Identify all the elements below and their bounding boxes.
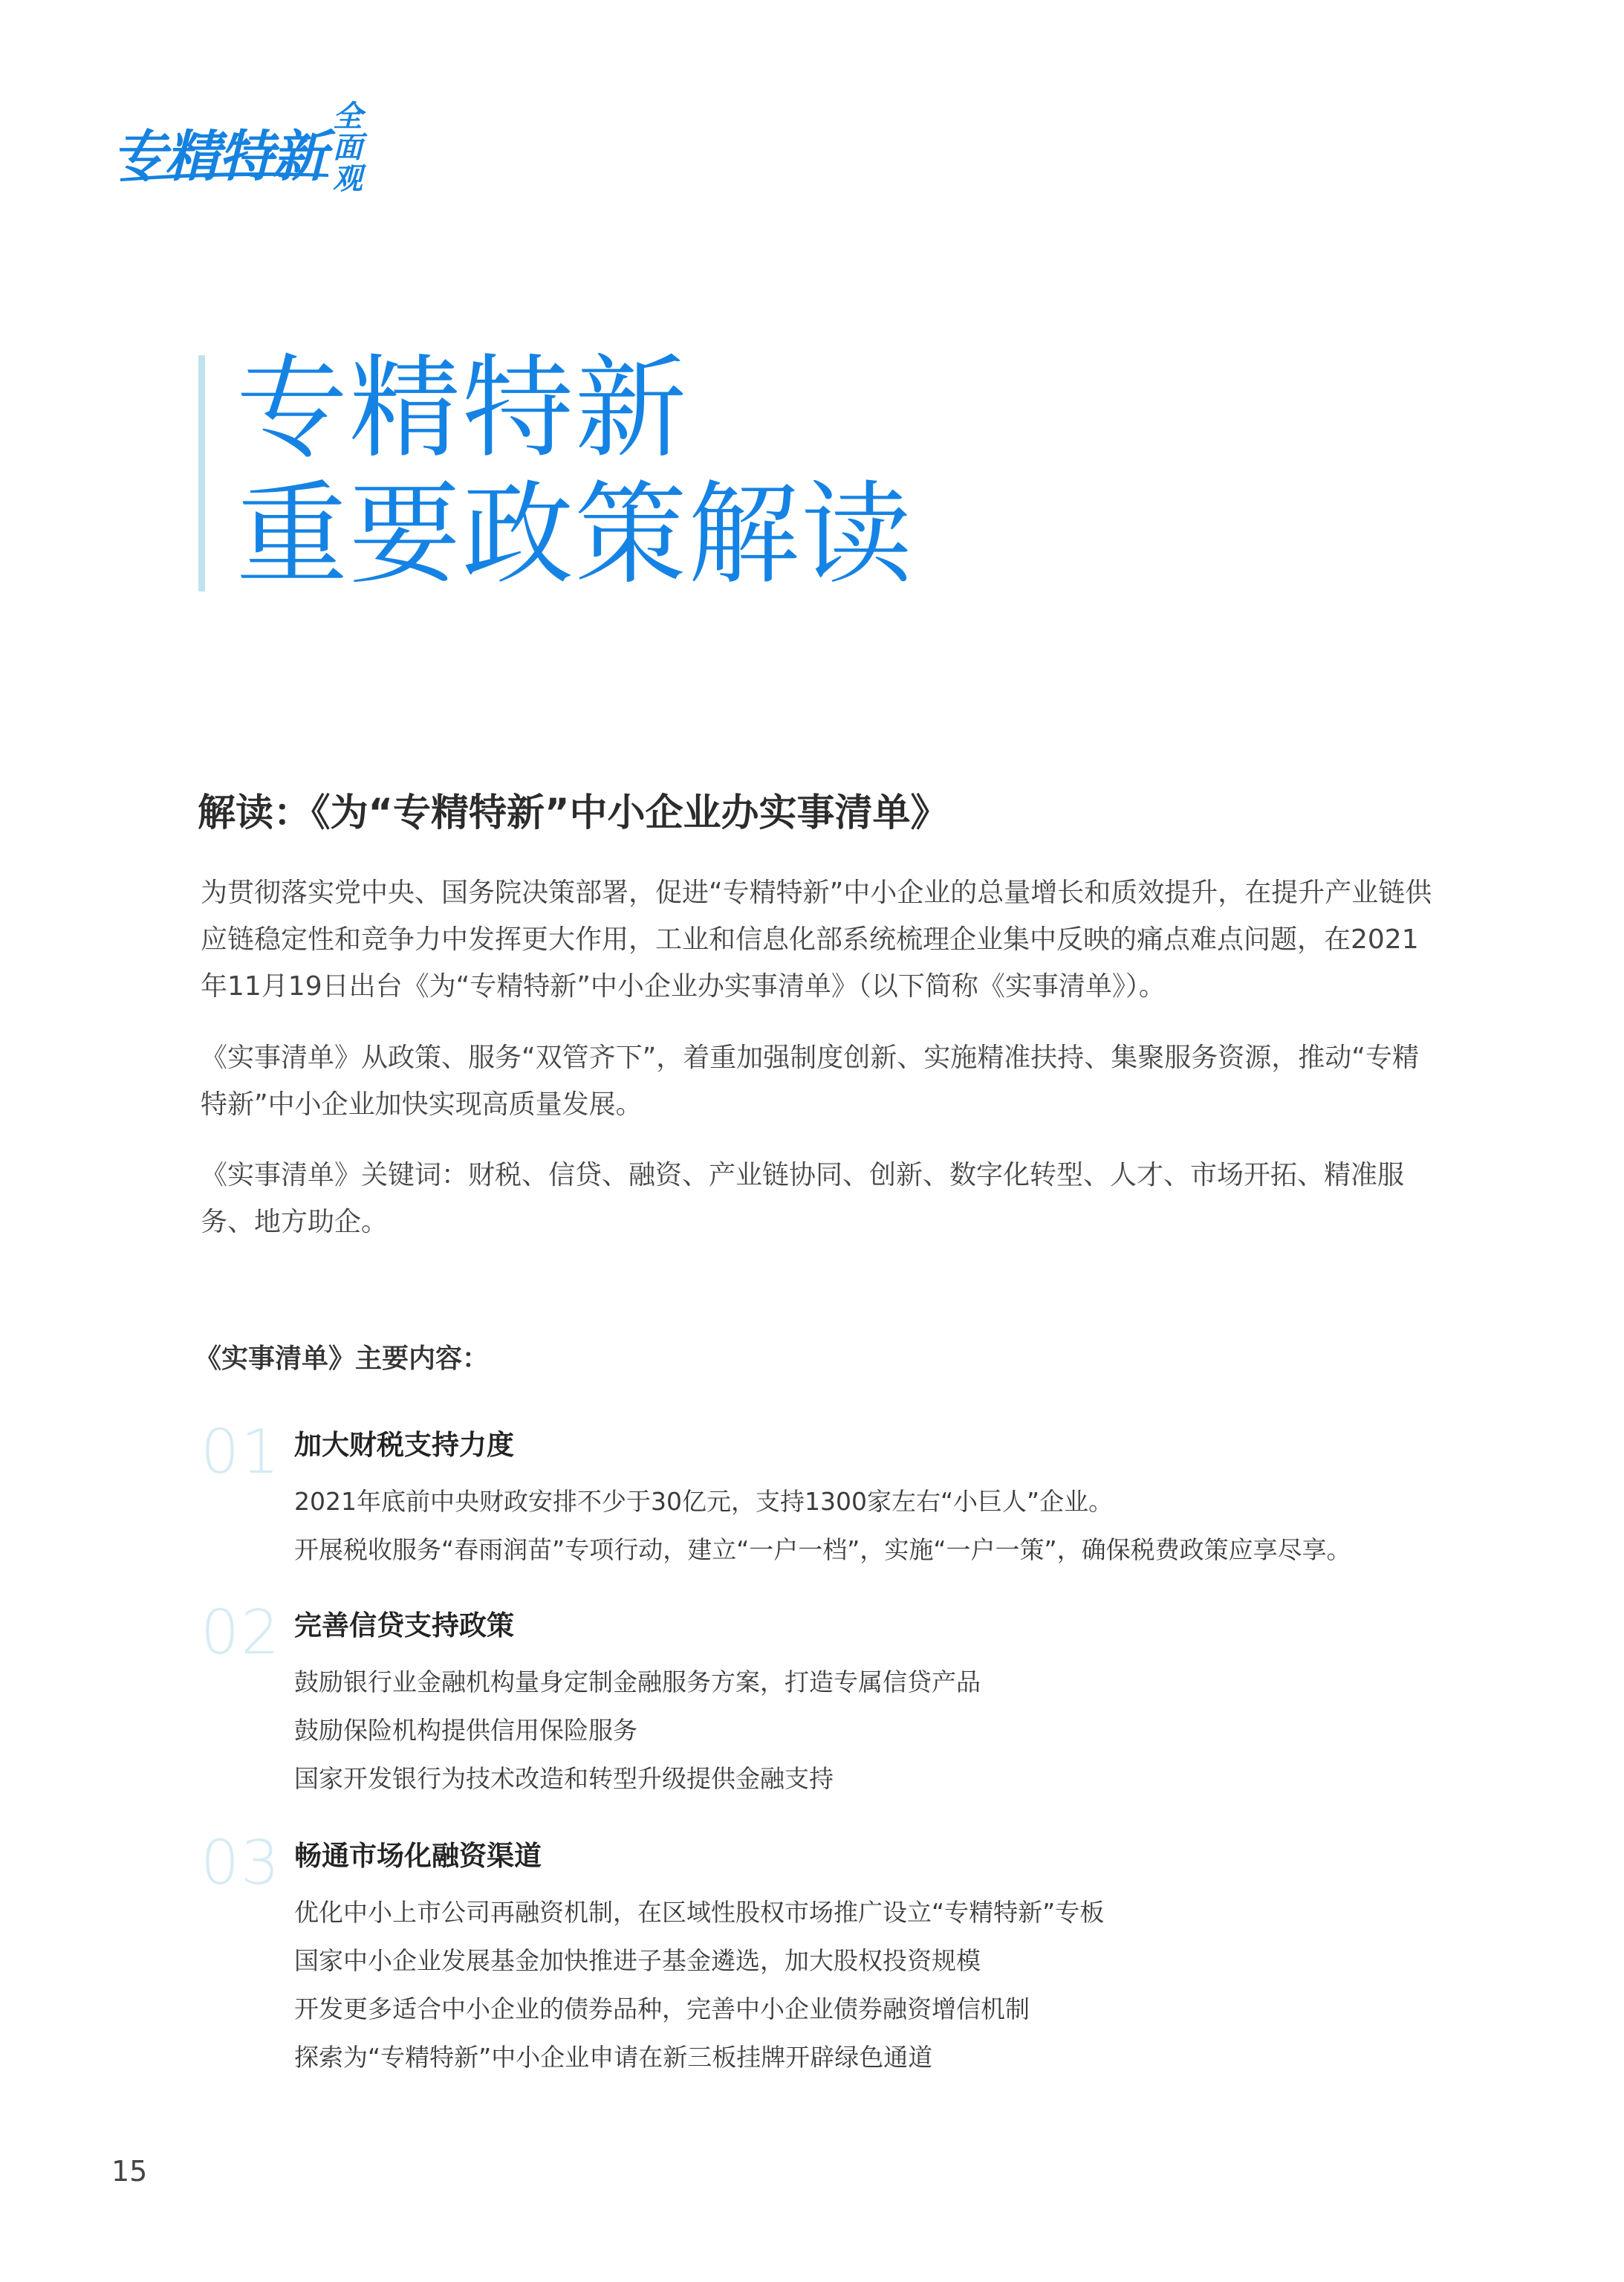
item-title: 完善信贷支持政策 xyxy=(294,1610,514,1641)
item-line: 优化中小上市公司再融资机制，在区域性股权市场推广设立“专精特新”专板 xyxy=(294,1898,1105,1927)
item-number: 03 xyxy=(201,1828,282,1899)
item-title: 加大财税支持力度 xyxy=(294,1429,514,1461)
logo-swoosh-icon xyxy=(120,171,328,181)
intro-paragraph-1: 为贯彻落实党中央、国务院决策部署，促进“专精特新”中小企业的总量增长和质效提升，在提升产业链供应链稳定性和竞争力中发挥更大作用，工业和信息化部系统梳理企业集中反映的痛点难点问题，在2021年11月19日出台《为“专精特新”中小企业办实事清单》（以下简称《实事清单》）。 xyxy=(201,878,1432,1002)
item-number: 01 xyxy=(201,1417,282,1488)
item-line: 开展税收服务“春雨润苗”专项行动，建立“一户一档”，实施“一户一策”，确保税费政策应享尽享。 xyxy=(294,1535,1351,1564)
title-accent-bar xyxy=(198,355,205,591)
item-line: 国家开发银行为技术改造和转型升级提供金融支持 xyxy=(294,1764,834,1793)
item-lines xyxy=(294,1888,1104,2081)
item-lines xyxy=(294,1658,981,1803)
brand-logo xyxy=(111,97,379,201)
item-title: 畅通市场化融资渠道 xyxy=(294,1840,542,1872)
item-lines xyxy=(294,1477,1351,1574)
section-heading: 解读：《为“专精特新”中小企业办实事清单》 xyxy=(198,791,949,835)
intro-paragraph-2: 《实事清单》从政策、服务“双管齐下”，着重加强制度创新、实施精准扶持、集聚服务资源，推动“专精特新”中小企业加快实现高质量发展。 xyxy=(201,1043,1419,1120)
item-line: 鼓励保险机构提供信用保险服务 xyxy=(294,1716,637,1745)
item-line: 2021年底前中央财政安排不少于30亿元，支持1300家左右“小巨人”企业。 xyxy=(294,1487,1114,1516)
item-line: 开发更多适合中小企业的债券品种，完善中小企业债券融资增信机制 xyxy=(294,1994,1030,2023)
item-number: 02 xyxy=(201,1598,282,1668)
page-number: 15 xyxy=(111,2155,148,2188)
logo-main-text: 专精特新 xyxy=(111,125,325,189)
page-title-line-1: 专精特新 xyxy=(236,344,689,473)
item-line: 探索为“专精特新”中小企业申请在新三板挂牌开辟绿色通道 xyxy=(294,2043,933,2072)
item-line: 鼓励银行业金融机构量身定制金融服务方案，打造专属信贷产品 xyxy=(294,1667,981,1696)
main-content-heading: 《实事清单》主要内容： xyxy=(195,1343,490,1374)
logo-side-text: 全面观 xyxy=(333,100,363,196)
item-line: 国家中小企业发展基金加快推进子基金遴选，加大股权投资规模 xyxy=(294,1946,981,1975)
page-title-line-2: 重要政策解读 xyxy=(236,470,915,600)
intro-paragraph-3: 《实事清单》关键词：财税、信贷、融资、产业链协同、创新、数字化转型、人才、市场开拓、精准服务、地方助企。 xyxy=(201,1160,1405,1237)
